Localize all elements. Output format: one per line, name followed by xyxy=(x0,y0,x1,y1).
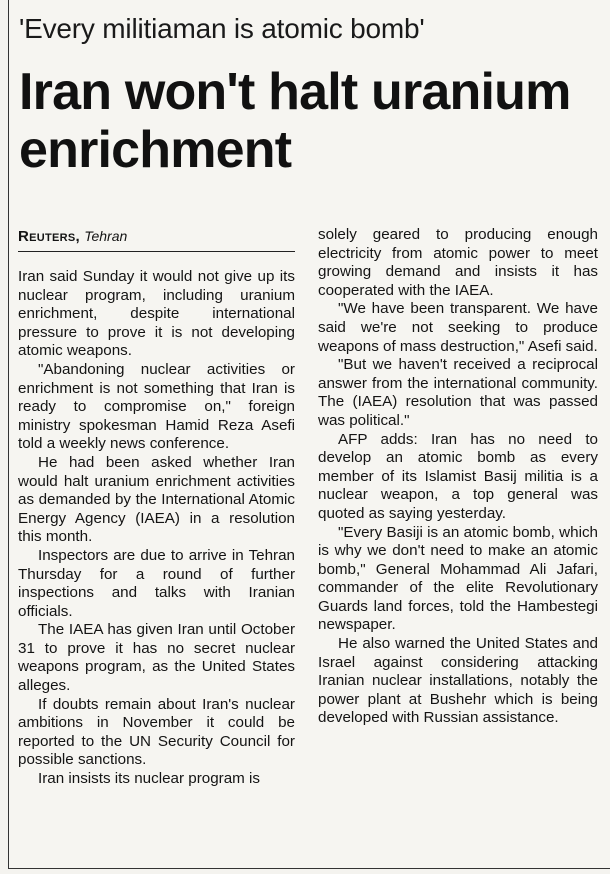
article-paragraph: He also warned the United States and Israel against considering attacking Iranian nuclear installations, notably the power plant at Bushehr which is being developed with Russian assistance. xyxy=(318,635,598,727)
main-headline: Iran won't halt uranium enrichment xyxy=(19,63,571,179)
article-column-left xyxy=(18,226,295,789)
article-paragraph: "Abandoning nuclear activities or enrichment is not something that Iran is ready to compromise on," foreign ministry spokesman Hamid Reza Asefi told a weekly news conference. xyxy=(18,360,295,453)
byline xyxy=(18,226,295,252)
article-paragraph: "We have been transparent. We have said we're not seeking to produce weapons of mass destruction," Asefi said. xyxy=(318,300,598,355)
article-paragraph: solely geared to producing enough electricity from atomic power to meet growing demand and insists it has cooperated with the IAEA. xyxy=(318,226,598,299)
article-paragraph: AFP adds: Iran has no need to develop an atomic bomb as every member of its Islamist Basij militia is a nuclear weapon, a top general was quoted as saying yesterday. xyxy=(318,430,598,522)
article-paragraph: If doubts remain about Iran's nuclear ambitions in November it could be reported to the UN Security Council for possible sanctions. xyxy=(18,695,295,769)
article-paragraph: He had been asked whether Iran would halt uranium enrichment activities as demanded by the International Atomic Energy Agency (IAEA) in a resolution this month. xyxy=(18,453,295,546)
article-paragraph: Inspectors are due to arrive in Tehran Thursday for a round of further inspections and talks with Iranian officials. xyxy=(18,546,295,620)
article-paragraph: "Every Basiji is an atomic bomb, which is why we don't need to make an atomic bomb," General Mohammad Ali Jafari, commander of the elite Revolutionary Guards land forces, told the Hambestegi newspaper. xyxy=(318,523,598,634)
article-column-right xyxy=(318,226,598,728)
kicker-headline: 'Every militiaman is atomic bomb' xyxy=(19,13,425,44)
article-paragraph: Iran insists its nuclear program is xyxy=(38,770,260,788)
byline-agency: Reuters, xyxy=(18,228,81,245)
article-paragraph: "But we haven't received a reciprocal answer from the international community. The (IAEA) resolution that was passed was political." xyxy=(318,356,598,429)
byline-place: Tehran xyxy=(84,228,128,244)
article-paragraph: The IAEA has given Iran until October 31 to prove it has no secret nuclear weapons program, as the United States alleges. xyxy=(18,621,295,695)
article-paragraph: Iran said Sunday it would not give up its nuclear program, including uranium enrichment, despite international pressure to prove it is not developing atomic weapons. xyxy=(18,268,295,360)
